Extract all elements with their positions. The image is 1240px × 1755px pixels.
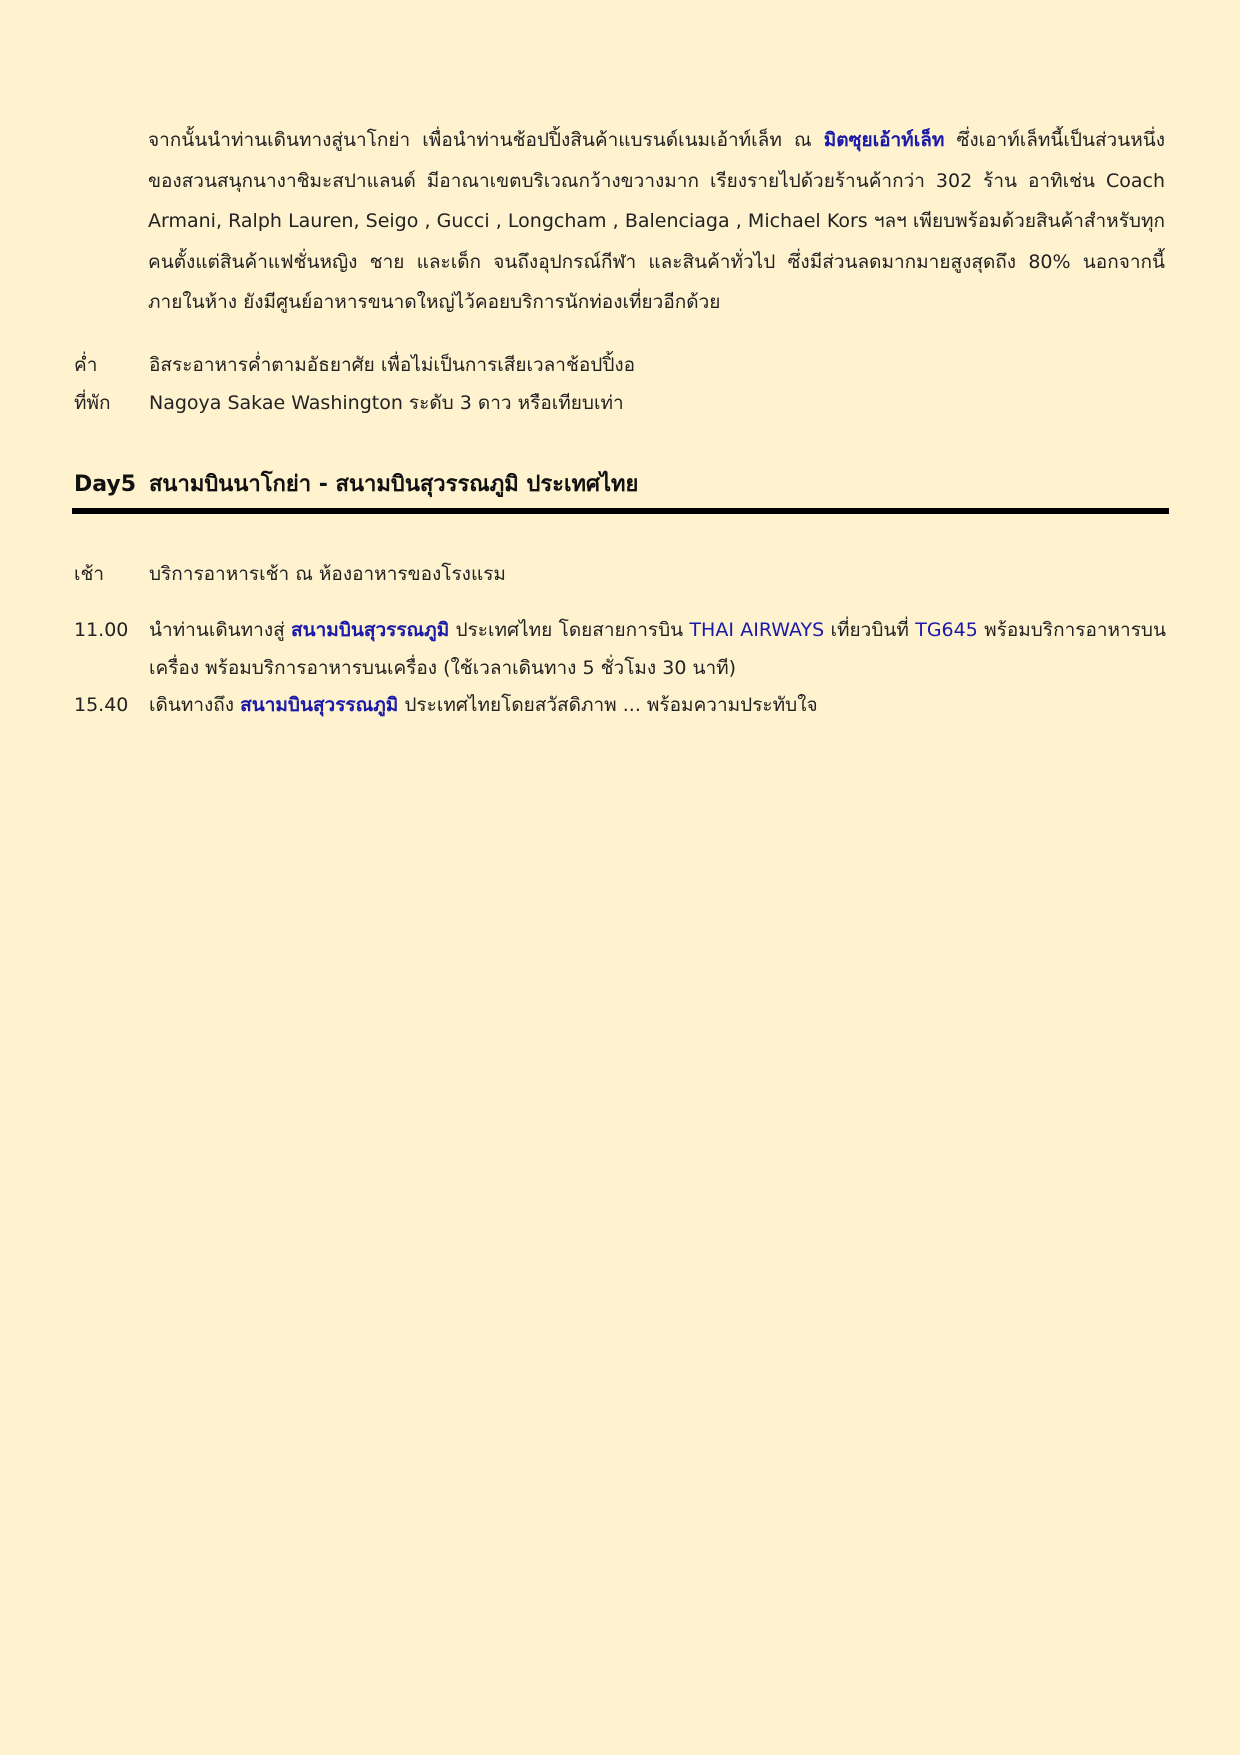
hotel-label: ที่พัก [74,392,111,414]
flight-airport: สนามบินสุวรรณภูมิ [291,619,450,641]
flight-text-4: พร้อมบริการอาหารบนเครื่อง พร้อมบริการอาหารบนเครื่อง (ใช้เวลาเดินทาง 5 ชั่วโมง 30 นาที) [149,619,1166,679]
outlet-text-1: จากนั้นนำท่านเดินทางสู่นาโกย่า เพื่อนำท่านช้อปปิ้งสินค้าแบรนด์เนมเอ้าท์เล็ท ณ [148,129,824,151]
flight-text-2: ประเทศไทย โดยสายการบิน [449,619,690,641]
arrival-airport: สนามบินสุวรรณภูมิ [240,694,399,716]
arrival-text-1: เดินทางถึง [149,694,241,716]
arrival-text [149,686,1166,724]
arrival-text-2: ประเทศไทยโดยสวัสดิภาพ ... พร้อมความประทับใจ [398,694,818,716]
hotel-text: Nagoya Sakae Washington ระดับ 3 ดาว หรือเทียบเท่า [149,392,624,414]
flight-text-3: เที่ยวบินที่ [824,619,916,641]
outlet-paragraph [148,120,1165,323]
dinner-text: อิสระอาหารค่ำตามอัธยาศัย เพื่อไม่เป็นการเสียเวลาช้อปปิ้งอ [149,354,636,376]
arrival-time: 15.40 [74,694,129,716]
outlet-name: มิตซุยเอ้าท์เล็ท [823,129,945,151]
flight-text [149,611,1166,687]
outlet-text-2: ซึ่งเอาท์เล็ทนี้เป็นส่วนหนึ่งของสวนสนุกนางาชิมะสปาแลนด์ มีอาณาเขตบริเวณกว้างขวางมาก เรียงรายไปด้วยร้านค้ากว่า 302 ร้าน อาทิเช่น Coach Armani, Ralph Lauren, Seigo , Gucci , Longcham , Balenciaga , Michael Kors ฯลฯ เพียบพร้อมด้วยสินค้าสำหรับทุกคนตั้งแต่สินค้าแฟชั่นหญิง ชาย และเด็ก จนถึงอุปกรณ์กีฬา และสินค้าทั่วไป ซึ่งมีส่วนลดมากมายสูงสุดถึง 80% นอกจากนี้ภายในห้าง ยังมีศูนย์อาหารขนาดใหญ่ไว้คอยบริการนักท่องเที่ยวอีกด้วย [148,129,1165,313]
flight-number: TG645 [915,619,978,641]
breakfast-label: เช้า [74,563,105,585]
flight-time: 11.00 [74,619,129,641]
heading-divider [72,508,1169,514]
day5-label: Day5 [74,472,137,497]
day5-route: สนามบินนาโกย่า - สนามบินสุวรรณภูมิ ประเทศไทย [149,472,639,497]
breakfast-text: บริการอาหารเช้า ณ ห้องอาหารของโรงแรม [149,563,506,585]
flight-airline: THAI AIRWAYS [689,619,825,641]
flight-text-1: นำท่านเดินทางสู่ [149,619,292,641]
dinner-label: ค่ำ [74,354,98,376]
